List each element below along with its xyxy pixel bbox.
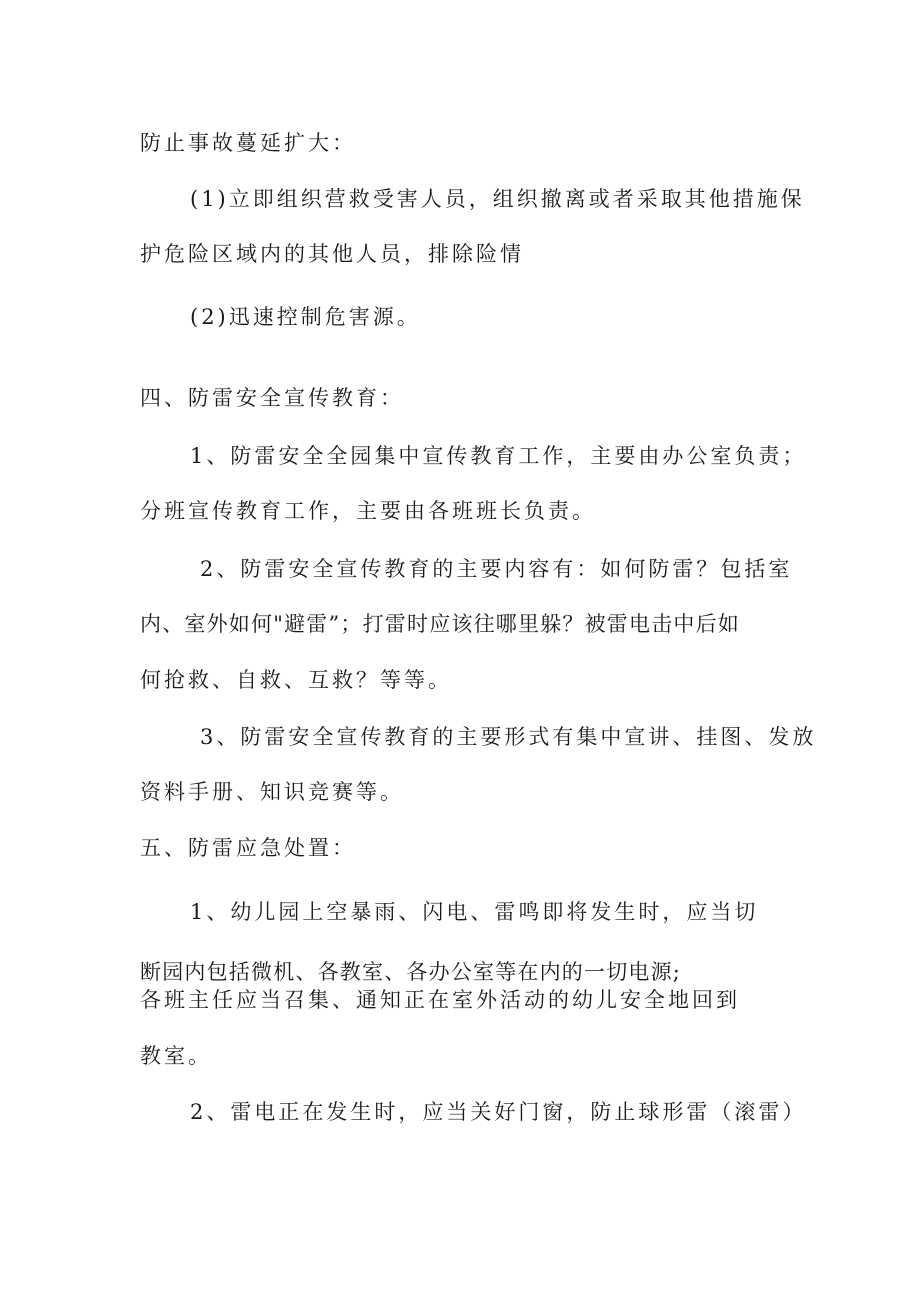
text-line: 防止事故蔓延扩大： xyxy=(140,131,356,155)
text-line: 各班主任应当召集、通知正在室外活动的幼儿安全地回到 xyxy=(140,988,740,1012)
text-line: 何抢救、自救、互救？等等。 xyxy=(140,668,452,692)
text-line: (1)立即组织营救受害人员，组织撤离或者采取其他措施保 xyxy=(190,187,805,211)
text-line: 3、防雷安全宣传教育的主要形式有集中宣讲、挂图、发放 xyxy=(200,725,817,749)
text-line: 资料手册、知识竞赛等。 xyxy=(140,780,404,804)
text-line: 1、防雷安全全园集中宣传教育工作，主要由办公室负责； xyxy=(190,444,807,468)
text-line: 教室。 xyxy=(140,1044,212,1068)
section-heading: 四、防雷安全宣传教育： xyxy=(140,386,404,410)
section-heading: 五、防雷应急处置： xyxy=(140,836,356,860)
text-line: 护危险区域内的其他人员，排除险情 xyxy=(140,242,524,266)
text-line: 内、室外如何"避雷”；打雷时应该往哪里躲？被雷电击中后如 xyxy=(140,612,740,636)
text-line: 2、防雷安全宣传教育的主要内容有：如何防雷？包括室 xyxy=(200,557,793,581)
text-line: 断园内包括微机、各教室、各办公室等在内的一切电源; xyxy=(140,960,682,984)
text-line: 2、雷电正在发生时，应当关好门窗，防止球形雷（滚雷） xyxy=(190,1100,807,1124)
text-line: (2)迅速控制危害源。 xyxy=(190,305,421,329)
text-line: 1、幼儿园上空暴雨、闪电、雷鸣即将发生时，应当切 xyxy=(190,900,759,924)
text-line: 分班宣传教育工作，主要由各班班长负责。 xyxy=(140,499,596,523)
